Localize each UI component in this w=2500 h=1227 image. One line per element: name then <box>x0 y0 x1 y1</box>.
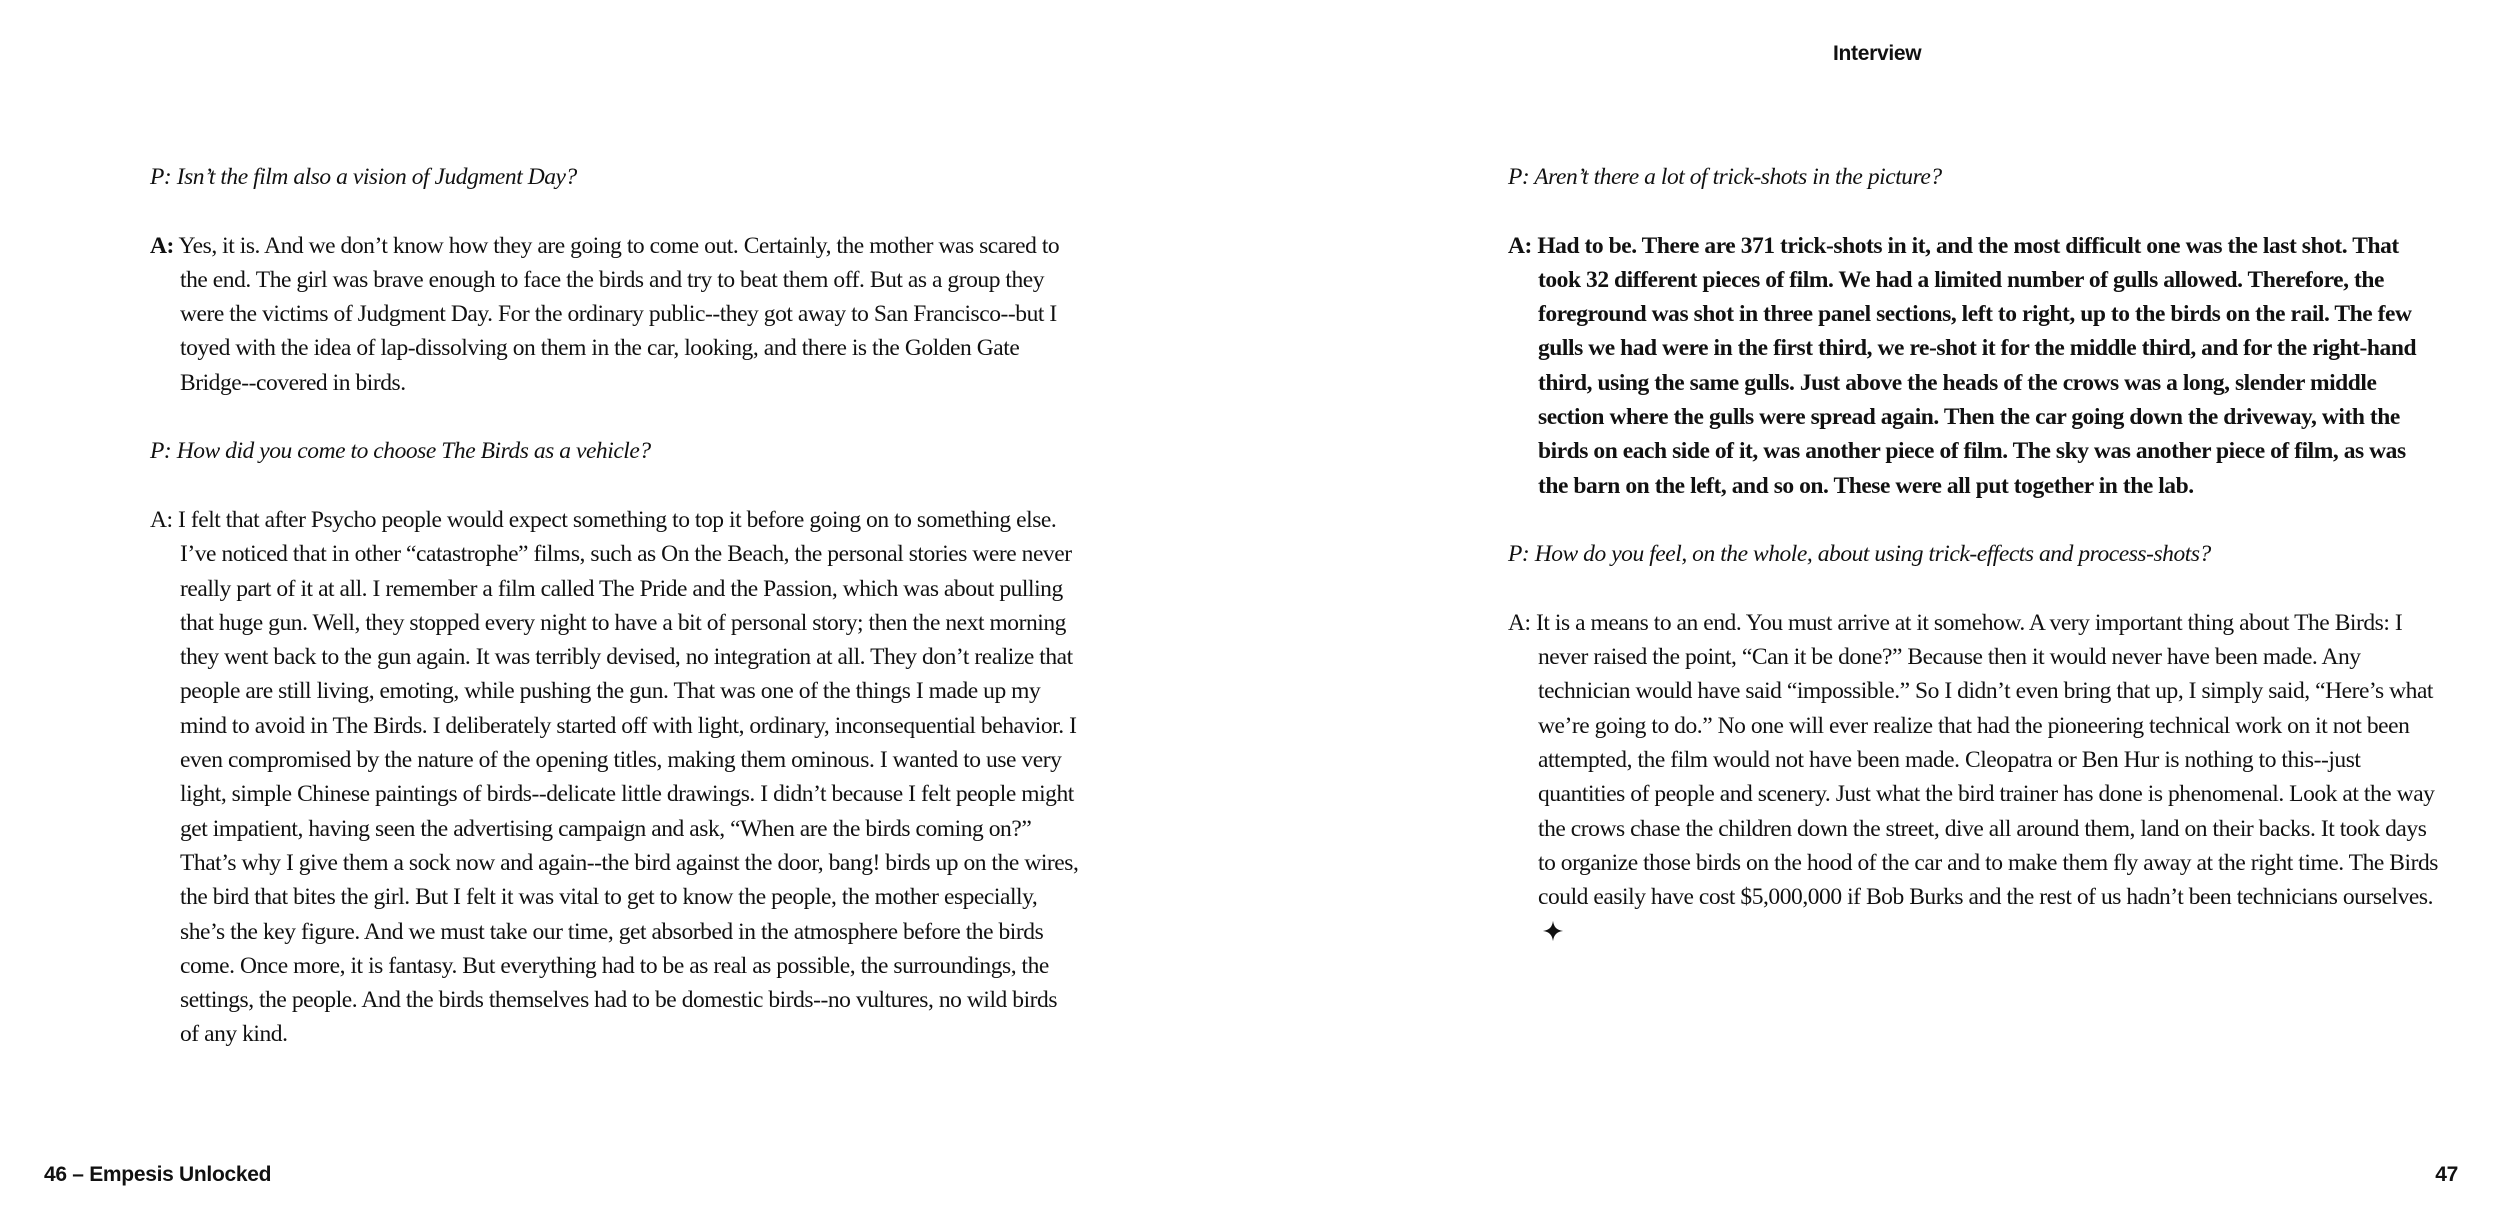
question-judgment-day: P: Isn’t the film also a vision of Judgment Day? <box>150 164 577 190</box>
answer-trick-effects <box>1508 606 2438 949</box>
answer-choose-the-birds <box>150 503 1080 1052</box>
four-point-star-icon <box>1542 920 1564 942</box>
page-number-right: 47 <box>2435 1163 2458 1186</box>
right-text-column <box>1508 160 2438 983</box>
question-trick-shots: P: Aren’t there a lot of trick-shots in the picture? <box>1508 164 1942 190</box>
answer-text: Yes, it is. And we don’t know how they are going to come out. Certainly, the mother was scared to the end. The girl was brave enough to face the birds and try to beat them off. But as a group they were the victims of Judgment Day. For the ordinary public--they got away to San Francisco--but I toyed with the idea of lap-dissolving on them in the car, looking, and there is the Golden Gate Bridge--covered in birds. <box>178 232 1060 396</box>
question-trick-effects: P: How do you feel, on the whole, about using trick-effects and process-shots? <box>1508 541 2211 568</box>
answer-marker: A: <box>150 232 174 259</box>
question-choose-the-birds: P: How did you come to choose The Birds as a vehicle? <box>150 438 651 465</box>
answer-marker: A: <box>1508 609 1531 636</box>
answer-marker: A: <box>150 506 173 533</box>
left-text-column <box>150 160 1080 1086</box>
answer-text: It is a means to an end. You must arrive at it somehow. A very important thing about The Birds: I never raised the point, “Can it be done?” Because then it would never have been made. Any technician would have said “impossible.” So I didn’t even bring that up, I simply said, “Here’s what we’re going to do.” No one will ever realize that had the pioneering technical work on it not been attempted, the film would not have been made. Cleopatra or Ben Hur is nothing to this--just quantities of people and scenery. Just what the bird trainer has done is phenomenal. Look at the way the crows chase the children down the street, dive all around them, land on their backs. It took days to organize those birds on the hood of the car and to make them fly away at the right time. The Birds could easily have cost $5,000,000 if Bob Burks and the rest of us hadn’t been technicians ourselves. <box>1536 609 2438 911</box>
answer-judgment-day <box>150 229 1080 400</box>
running-head: Interview <box>1833 42 1922 65</box>
answer-marker: A: <box>1508 232 1532 259</box>
answer-text: I felt that after Psycho people would expect something to top it before going on to something else. I’ve noticed that in other “catastrophe” films, such as On the Beach, the personal stories were never really part of it at all. I remember a film called The Pride and the Passion, which was about pulling that huge gun. Well, they stopped every night to have a bit of personal story; then the next morning they went back to the gun again. It was terribly devised, no integration at all. They don’t realize that people are still living, emoting, while pushing the gun. That was one of the things I made up my mind to avoid in The Birds. I deliberately started off with light, ordinary, inconsequential behavior. I even compromised by the nature of the opening titles, making them ominous. I wanted to use very light, simple Chinese paintings of birds--delicate little drawings. I didn’t because I felt people might get impatient, having seen the advertising campaign and ask, “When are the birds coming on?” That’s why I give them a sock now and again--the bird against the door, bang! birds up on the wires, the bird that bites the girl. But I felt it was vital to get to know the people, the mother especially, she’s the key figure. And we must take our time, get absorbed in the atmosphere before the birds come. Once more, it is fantasy. But everything had to be as real as possible, the surroundings, the settings, the people. And the birds themselves had to be domestic birds--no vultures, no wild birds of any kind. <box>178 506 1079 1048</box>
right-page <box>1250 0 2500 1227</box>
page-number-left: 46 – Empesis Unlocked <box>44 1163 272 1186</box>
answer-text: Had to be. There are 371 trick-shots in it, and the most difficult one was the last shot. That took 32 different pieces of film. We had a limited number of gulls allowed. Therefore, the foreground was shot in three panel sections, left to right, up to the birds on the rail. The few gulls we had were in the first third, we re-shot it for the middle third, and for the right-hand third, using the same gulls. Just above the heads of the crows was a long, slender middle section where the gulls were spread again. Then the car going down the driveway, with the birds on each side of it, was another piece of film. The sky was another piece of film, as was the barn on the left, and so on. These were all put together in the lab. <box>1537 232 2417 499</box>
answer-trick-shots <box>1508 229 2438 503</box>
